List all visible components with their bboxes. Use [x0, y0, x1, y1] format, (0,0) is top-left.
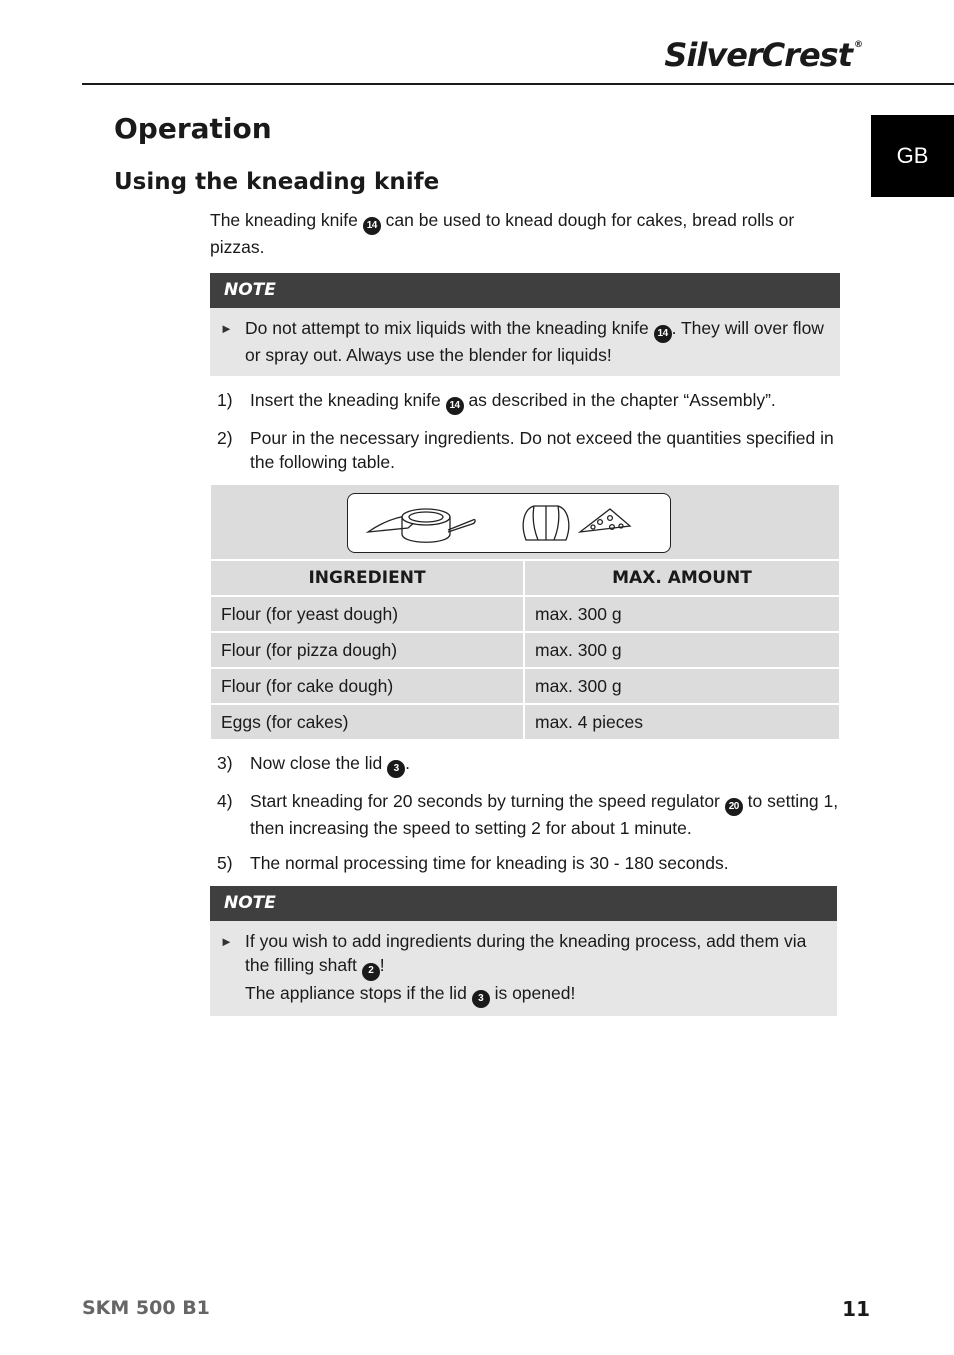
- table-row: [211, 597, 839, 631]
- note-box: [210, 273, 840, 376]
- ref-number: 3: [387, 760, 405, 778]
- page-title: Operation: [114, 112, 272, 145]
- brand-logo: SilverCrest ®: [664, 36, 862, 74]
- note-box: [210, 886, 837, 1016]
- table-cell: Eggs (for cakes): [211, 705, 523, 739]
- page-number: 11: [842, 1297, 870, 1321]
- table-row: [211, 705, 839, 739]
- ref-number: 14: [363, 217, 381, 235]
- table-cell: Flour (for cake dough): [211, 669, 523, 703]
- table-row: [211, 669, 839, 703]
- note-label: NOTE: [210, 273, 840, 308]
- ref-number: 20: [725, 798, 743, 816]
- table-cell: max. 300 g: [525, 597, 839, 631]
- arrow-bullet-icon: ►: [220, 933, 233, 949]
- list-item: 1) Insert the kneading knife 14 as described in the chapter “Assembly”.: [210, 388, 840, 415]
- cake-mould-icon: [523, 506, 569, 540]
- column-header: MAX. AMOUNT: [525, 561, 839, 595]
- list-item: 3) Now close the lid 3 .: [210, 751, 840, 778]
- note-text: Do not attempt to mix liquids with the kneading knife 14 . They will over flow or spray out. Always use the blender for liquids!: [245, 318, 824, 366]
- ref-number: 14: [654, 325, 672, 343]
- model-number: SKM 500 B1: [82, 1297, 210, 1319]
- arrow-bullet-icon: ►: [220, 321, 233, 336]
- section-title: Using the kneading knife: [114, 169, 440, 195]
- kneading-illustration: [347, 493, 671, 553]
- table-cell: Flour (for pizza dough): [211, 633, 523, 667]
- list-item: 2) Pour in the necessary ingredients. Do not exceed the quantities specified in the following table.: [217, 427, 834, 472]
- list-item: 4) Start kneading for 20 seconds by turning the speed regulator 20 to setting 1, then increasing the speed to setting 2 for about 1 minute.: [217, 790, 839, 838]
- quantity-table: [211, 485, 839, 739]
- table-row: [211, 633, 839, 667]
- table-header-row: [211, 561, 839, 595]
- ref-number: 2: [362, 963, 380, 981]
- table-cell: Flour (for yeast dough): [211, 597, 523, 631]
- table-cell: max. 4 pieces: [525, 705, 839, 739]
- kneading-knife-icon: [368, 509, 475, 542]
- note-label: NOTE: [210, 886, 837, 921]
- table-cell: max. 300 g: [525, 669, 839, 703]
- steps-list: [210, 751, 840, 875]
- content: [210, 208, 840, 1028]
- ref-number: 14: [446, 397, 464, 415]
- steps-list: [210, 388, 840, 474]
- pizza-slice-icon: [580, 509, 630, 532]
- note-text: If you wish to add ingredients during the kneading process, add them via the filling shaft 2 ! The appliance stops if the lid 3 is opened!: [245, 929, 827, 1008]
- language-tab: GB: [871, 115, 954, 197]
- ref-number: 3: [472, 990, 490, 1008]
- table-illustration-row: [211, 485, 839, 559]
- column-header: INGREDIENT: [211, 561, 523, 595]
- table-cell: max. 300 g: [525, 633, 839, 667]
- list-item: 5) The normal processing time for kneading is 30 - 180 seconds.: [217, 852, 729, 873]
- header-rule: [82, 83, 954, 85]
- intro-paragraph: The kneading knife 14 can be used to knead dough for cakes, bread rolls or pizzas.: [210, 210, 795, 257]
